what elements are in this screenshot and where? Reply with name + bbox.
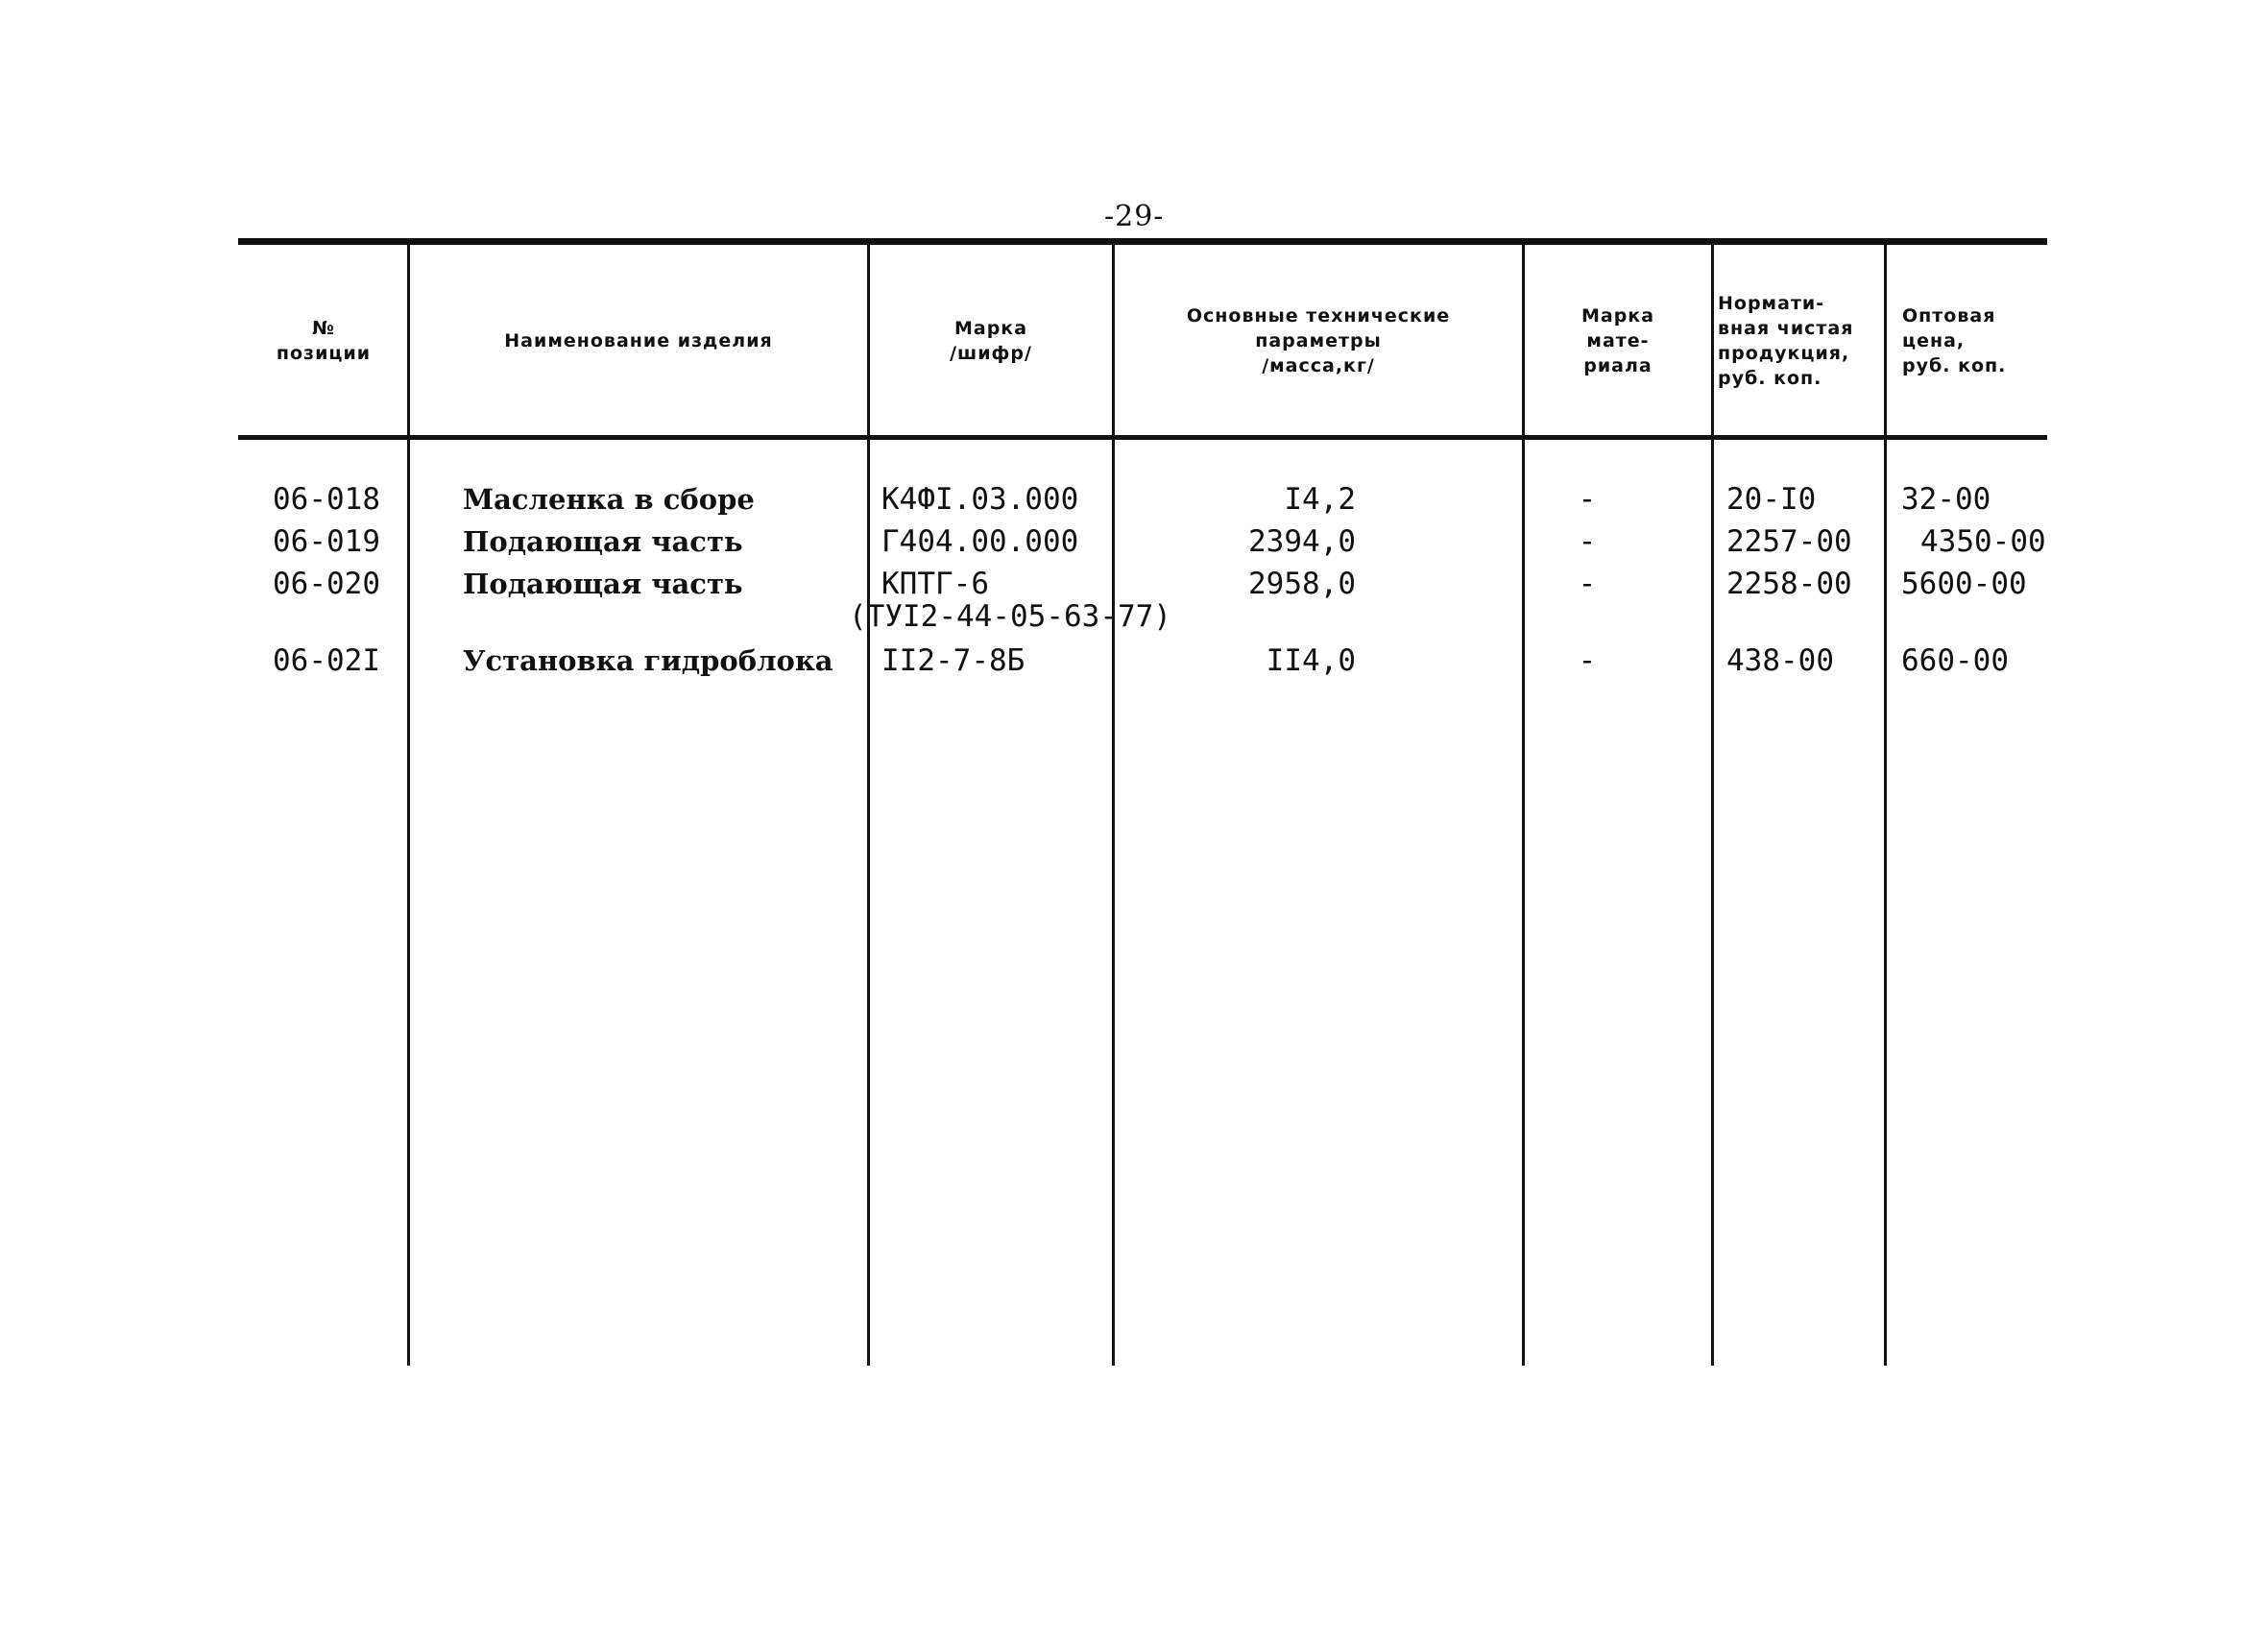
row-mark: Г404.00.000 <box>881 524 1079 559</box>
table-row <box>0 520 2268 563</box>
row-mark: КПТГ-6 <box>881 567 989 601</box>
row-mark-extra: (ТУI2-44-05-63-77) <box>849 599 1171 634</box>
row-material: - <box>1578 567 1597 601</box>
row-mark: II2-7-8Б <box>881 643 1025 678</box>
row-wholesale-price: 5600-00 <box>1901 567 2027 601</box>
header-wholesale-price: Оптовая цена, руб. коп. <box>1902 305 2007 376</box>
row-net-production: 2257-00 <box>1726 524 1852 559</box>
header-mark: Марка /шифр/ <box>950 318 1032 364</box>
row-net-production: 438-00 <box>1726 643 1834 678</box>
row-mass: 2958,0 <box>1248 567 1356 601</box>
header-material: Марка мате- риала <box>1580 305 1655 376</box>
row-wholesale-price: 4350-00 <box>1920 524 2046 559</box>
table-top-border <box>238 238 2047 245</box>
row-position: 06-019 <box>273 524 380 559</box>
header-parameters: Основные технические параметры /масса,кг/ <box>1186 305 1451 376</box>
row-position: 06-018 <box>273 482 380 517</box>
header-position: № позиции <box>276 318 372 364</box>
row-mass: I4,2 <box>1284 482 1356 517</box>
table-row <box>0 640 2268 682</box>
row-name: Масленка в сборе <box>463 483 755 516</box>
header-name: Наименование изделия <box>504 330 773 351</box>
row-name: Подающая часть <box>463 568 743 600</box>
table-row <box>0 478 2268 520</box>
row-wholesale-price: 32-00 <box>1901 482 1991 517</box>
row-mass: 2394,0 <box>1248 524 1356 559</box>
row-material: - <box>1578 524 1597 559</box>
row-mark: К4ФI.03.000 <box>881 482 1079 517</box>
row-material: - <box>1578 643 1597 678</box>
header-bottom-border <box>238 435 2047 440</box>
row-net-production: 2258-00 <box>1726 567 1852 601</box>
row-material: - <box>1578 482 1597 517</box>
row-position: 06-020 <box>273 567 380 601</box>
row-net-production: 20-I0 <box>1726 482 1817 517</box>
row-name: Подающая часть <box>463 525 743 558</box>
row-wholesale-price: 660-00 <box>1901 643 2009 678</box>
row-mass: II4,0 <box>1266 643 1356 678</box>
row-name: Установка гидроблока <box>463 644 833 677</box>
page-number: -29- <box>1104 200 1165 233</box>
header-net-production: Нормати- вная чистая продукция, руб. коп. <box>1718 293 1854 389</box>
row-position: 06-02I <box>273 643 380 678</box>
